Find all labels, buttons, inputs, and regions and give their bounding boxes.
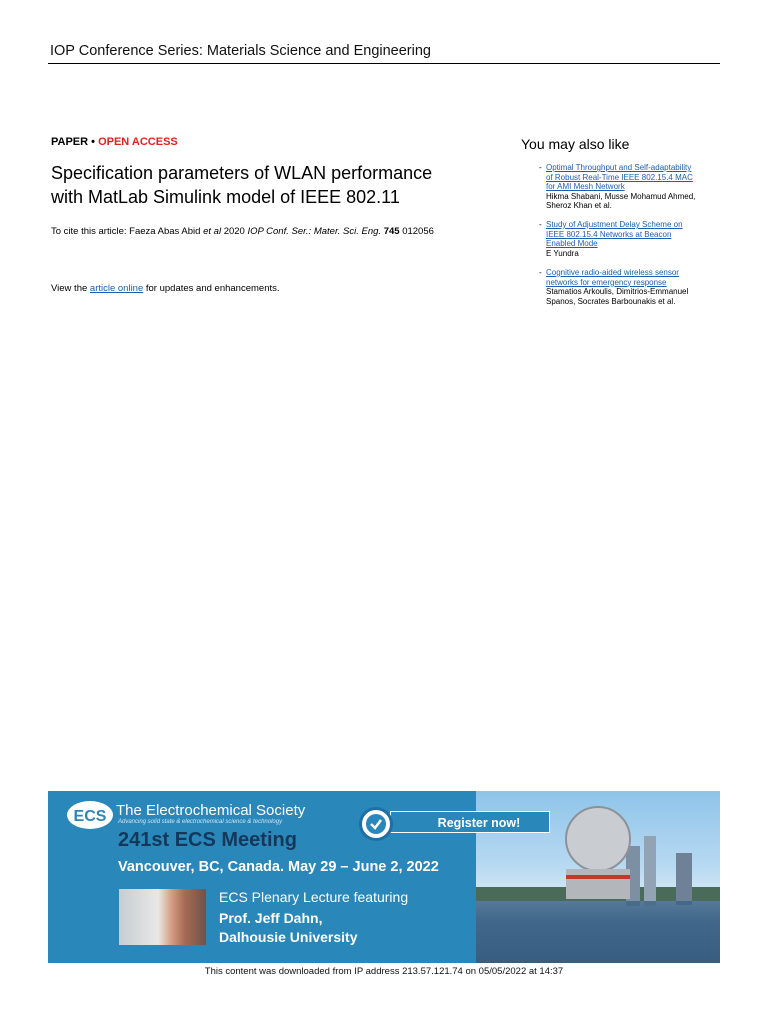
plenary-lecture-text: ECS Plenary Lecture featuring — [219, 889, 409, 905]
journal-title: IOP Conference Series: Materials Science and Engineering — [50, 43, 431, 59]
related-authors: Sheroz Khan et al. — [546, 201, 612, 210]
society-tagline: Advancing solid state & electrochemical science & technology — [118, 819, 283, 825]
water — [476, 901, 720, 963]
related-title-line: IEEE 802.15.4 Networks at Beacon — [546, 229, 672, 239]
related-item-link[interactable] — [546, 220, 719, 249]
related-authors: Hikma Shabani, Musse Mohamud Ahmed, — [546, 191, 696, 201]
related-dash: - — [539, 268, 542, 277]
view-prefix: View the — [51, 283, 90, 294]
ecs-logo-icon — [66, 800, 114, 830]
view-online-text — [51, 283, 280, 294]
related-title-line: Study of Adjustment Delay Scheme on — [546, 220, 683, 229]
citation-journal: IOP Conf. Ser.: Mater. Sci. Eng. — [247, 226, 382, 237]
related-title-line: for AMI Mesh Network — [546, 182, 625, 191]
article-online-link[interactable]: article online — [89, 283, 144, 294]
citation-volume: 745 — [383, 226, 400, 237]
related-title-line: networks for emergency response — [546, 277, 667, 287]
paper-label: PAPER — [51, 136, 89, 148]
citation-number: 012056 — [399, 226, 434, 237]
related-item — [539, 163, 719, 211]
register-now-button[interactable]: Register now! — [390, 811, 550, 833]
checkmark-badge-icon — [359, 807, 393, 841]
article-title-line2: with MatLab Simulink model of IEEE 802.11 — [51, 187, 400, 207]
meeting-location: Vancouver, BC, Canada. May 29 – June 2, 2022 — [118, 859, 439, 875]
related-authors: Stamatios Arkoulis, Dimitrios-Emmanuel — [546, 287, 689, 296]
related-dash: - — [539, 220, 542, 229]
article-type-label — [51, 136, 178, 148]
article-title — [51, 161, 501, 209]
dome-base — [566, 869, 630, 899]
related-authors: E Yundra — [546, 248, 579, 258]
dome-red-trim — [566, 875, 630, 879]
open-access-label: OPEN ACCESS — [98, 136, 178, 148]
tower-3 — [676, 853, 692, 905]
geodesic-dome — [566, 807, 630, 871]
download-footer: This content was downloaded from IP address 213.57.121.74 on 05/05/2022 at 14:37 — [204, 966, 564, 977]
related-authors: Spanos, Socrates Barbounakis et al. — [546, 296, 676, 306]
citation-year: 2020 — [221, 226, 248, 237]
citation-prefix: To cite this article: Faeza Abas Abid — [51, 226, 204, 237]
tower-2 — [644, 836, 656, 906]
meeting-title: 241st ECS Meeting — [118, 829, 297, 851]
label-bullet: • — [91, 136, 96, 148]
citation — [51, 226, 434, 237]
related-item-link[interactable] — [546, 268, 719, 287]
speaker-name — [219, 909, 358, 947]
ecs-advertisement-banner[interactable] — [48, 791, 720, 963]
society-name: The Electrochemical Society — [116, 802, 306, 819]
citation-etal: et al — [203, 226, 222, 237]
related-title-line: Optimal Throughput and Self-adaptability — [546, 163, 692, 172]
svg-text:ECS: ECS — [73, 808, 107, 825]
related-heading: You may also like — [521, 136, 630, 152]
header-rule — [48, 63, 720, 64]
related-item — [539, 268, 719, 306]
related-title-line: Cognitive radio-aided wireless sensor — [546, 268, 679, 277]
speaker-name-line: Prof. Jeff Dahn, — [219, 910, 323, 926]
related-title-line: Enabled Mode — [546, 239, 598, 248]
related-title-line: of Robust Real-Time IEEE 802.15.4 MAC — [546, 172, 693, 182]
speaker-affiliation: Dalhousie University — [219, 929, 358, 945]
related-item — [539, 220, 719, 258]
check-icon — [366, 814, 386, 834]
related-item-link[interactable] — [546, 163, 719, 192]
article-title-line1: Specification parameters of WLAN performance — [51, 163, 433, 183]
related-dash: - — [539, 163, 542, 172]
speaker-photo — [119, 889, 206, 945]
view-suffix: for updates and enhancements. — [143, 283, 280, 294]
